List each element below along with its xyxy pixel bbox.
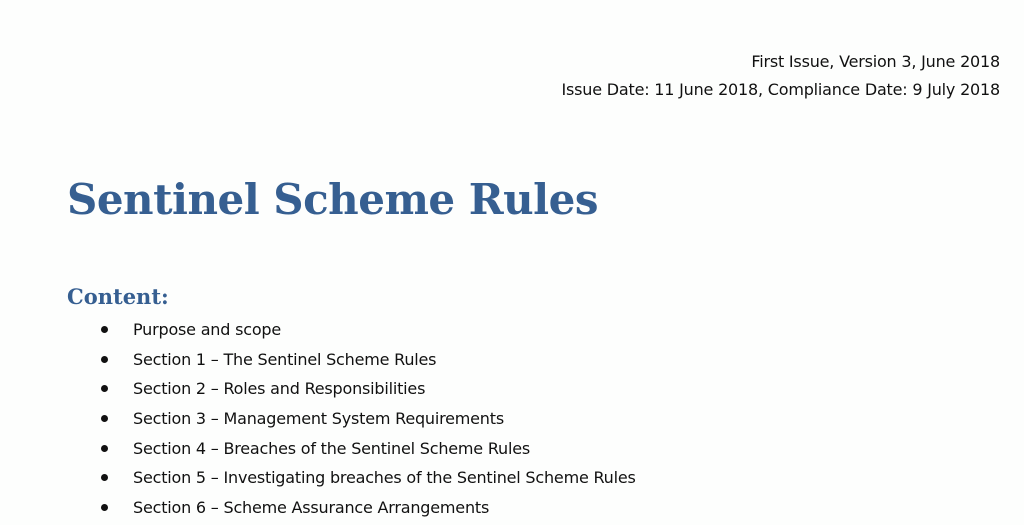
toc-item-label: Section 6 – Scheme Assurance Arrangements xyxy=(133,498,490,518)
document-header-meta xyxy=(562,48,1000,104)
bullet-icon xyxy=(101,326,108,333)
toc-item-label: Section 4 – Breaches of the Sentinel Scheme Rules xyxy=(133,438,530,458)
bullet-icon xyxy=(101,474,108,481)
bullet-icon xyxy=(101,504,108,511)
bullet-icon xyxy=(101,445,108,452)
toc-item-label: Section 2 – Roles and Responsibilities xyxy=(133,379,426,399)
bullet-icon xyxy=(101,415,108,422)
version-line: First Issue, Version 3, June 2018 xyxy=(751,52,1000,71)
bullet-icon xyxy=(101,385,108,392)
toc-item-label: Purpose and scope xyxy=(133,320,282,339)
toc-item-label: Section 1 – The Sentinel Scheme Rules xyxy=(133,349,437,369)
toc-item-label: Section 3 – Management System Requirements xyxy=(133,409,504,429)
content-heading: Content: xyxy=(67,284,169,309)
dates-line: Issue Date: 11 June 2018, Compliance Date: 9 July 2018 xyxy=(561,80,1000,99)
bullet-icon xyxy=(101,356,108,363)
document-title: Sentinel Scheme Rules xyxy=(67,175,598,224)
toc-item-label: Section 5 – Investigating breaches of the Sentinel Scheme Rules xyxy=(133,468,636,488)
